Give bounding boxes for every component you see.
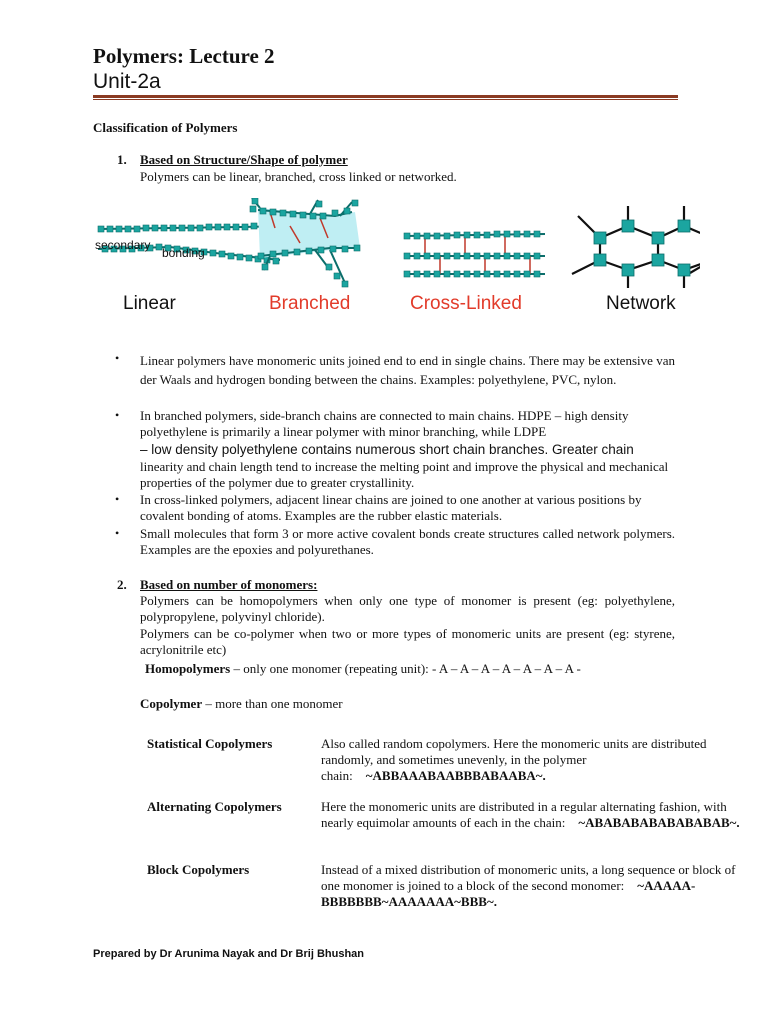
- branched-chain-diagram: [250, 198, 360, 287]
- header-rule: [93, 95, 678, 98]
- annotation-bonding: bonding: [162, 246, 205, 260]
- bullet-branched-end: linearity and chain length tend to increase the melting point and improve the physical and mechanical properties of the polymer due to greater crystallinity.: [140, 459, 669, 490]
- page-title: Polymers: Lecture 2: [93, 44, 275, 68]
- bullet-dot: •: [115, 408, 120, 422]
- bullet-dot: •: [115, 351, 120, 365]
- header-rule-thin: [93, 99, 678, 100]
- statistical-sequence: ~ABBAAABAABBBABAABA~.: [365, 768, 546, 783]
- bullet-branched: In branched polymers, side-branch chains are connected to main chains. HDPE – high density polyethylene is primarily a linear polymer with minor branching, while LDPE: [140, 408, 629, 439]
- bullet-linear: Linear polymers have monomeric units joined end to end in single chains. There may be extensive van der Waals and hydrogen bonding between the chains. Examples: polyethylene, PVC, nylon.: [140, 353, 675, 387]
- block-desc: [321, 862, 751, 910]
- alternating-desc: [321, 799, 751, 831]
- bullet-network: Small molecules that form 3 or more active covalent bonds create structures called network polymers. Examples are the epoxies and polyurethanes.: [140, 526, 675, 557]
- statistical-desc: [321, 736, 721, 784]
- bullet-crosslinked: In cross-linked polymers, adjacent linear chains are joined to one another at various positions by covalent bonding of atoms. Examples are the rubber elastic materials.: [140, 492, 642, 523]
- label-network: Network: [606, 293, 676, 314]
- label-cross-linked: Cross-Linked: [410, 293, 522, 314]
- bullet-dot: •: [115, 492, 120, 506]
- annotation-secondary: secondary: [95, 238, 151, 252]
- block-desc-text: Instead of a mixed distribution of monomeric units, a long sequence or block of one monomer is joined to a block of the second monomer:: [321, 862, 736, 893]
- section2-heading: Based on number of monomers:: [140, 577, 318, 592]
- statistical-term: Statistical Copolymers: [147, 736, 273, 751]
- section2-number: 2.: [117, 577, 127, 592]
- label-linear: Linear: [123, 293, 176, 314]
- section1-heading: Based on Structure/Shape of polymer: [140, 152, 348, 167]
- statistical-desc-text: Also called random copolymers. Here the monomeric units are distributed randomly, and sometimes unevenly, in the polymer chain:: [321, 736, 707, 783]
- copolymer-text: – more than one monomer: [202, 696, 343, 711]
- label-branched: Branched: [269, 293, 351, 314]
- crosslinked-chain-diagram: [404, 231, 545, 277]
- block-sequence: ~AAAAA-BBBBBBB~AAAAAAA~BBB~.: [321, 878, 696, 909]
- section1-number: 1.: [117, 152, 127, 167]
- network-diagram: [572, 206, 700, 288]
- copolymer-term: Copolymer: [140, 696, 203, 711]
- section2-homopolymer-para: Polymers can be homopolymers when only one type of monomer is present (eg: polyethylene, polypropylene, polyvinyl chloride).: [140, 593, 675, 624]
- section2-copolymer-para: Polymers can be co-polymer when two or more types of monomeric units are present (eg: styrene, acrylonitrile etc): [140, 626, 675, 657]
- alternating-term: Alternating Copolymers: [147, 799, 282, 814]
- alternating-sequence: ~ABABABABABABABAB~.: [578, 815, 740, 830]
- unit-label: Unit-2a: [93, 70, 161, 93]
- classification-heading: Classification of Polymers: [93, 120, 238, 135]
- copolymer-line: [140, 696, 343, 712]
- section1-intro: Polymers can be linear, branched, cross linked or networked.: [140, 169, 457, 184]
- block-term: Block Copolymers: [147, 862, 250, 877]
- homopolymer-text: – only one monomer (repeating unit): - A – A – A – A – A – A – A -: [230, 661, 581, 676]
- homopolymer-line: [145, 661, 581, 677]
- bullet-branched-cont: – low density polyethylene contains numerous short chain branches. Greater chain: [140, 442, 634, 457]
- bullet-dot: •: [115, 526, 120, 540]
- footer-credit: Prepared by Dr Arunima Nayak and Dr Brij Bhushan: [93, 948, 364, 960]
- alternating-desc-text: Here the monomeric units are distributed in a regular alternating fashion, with nearly equimolar amounts of each in the chain:: [321, 799, 727, 830]
- homopolymer-term: Homopolymers: [145, 661, 231, 676]
